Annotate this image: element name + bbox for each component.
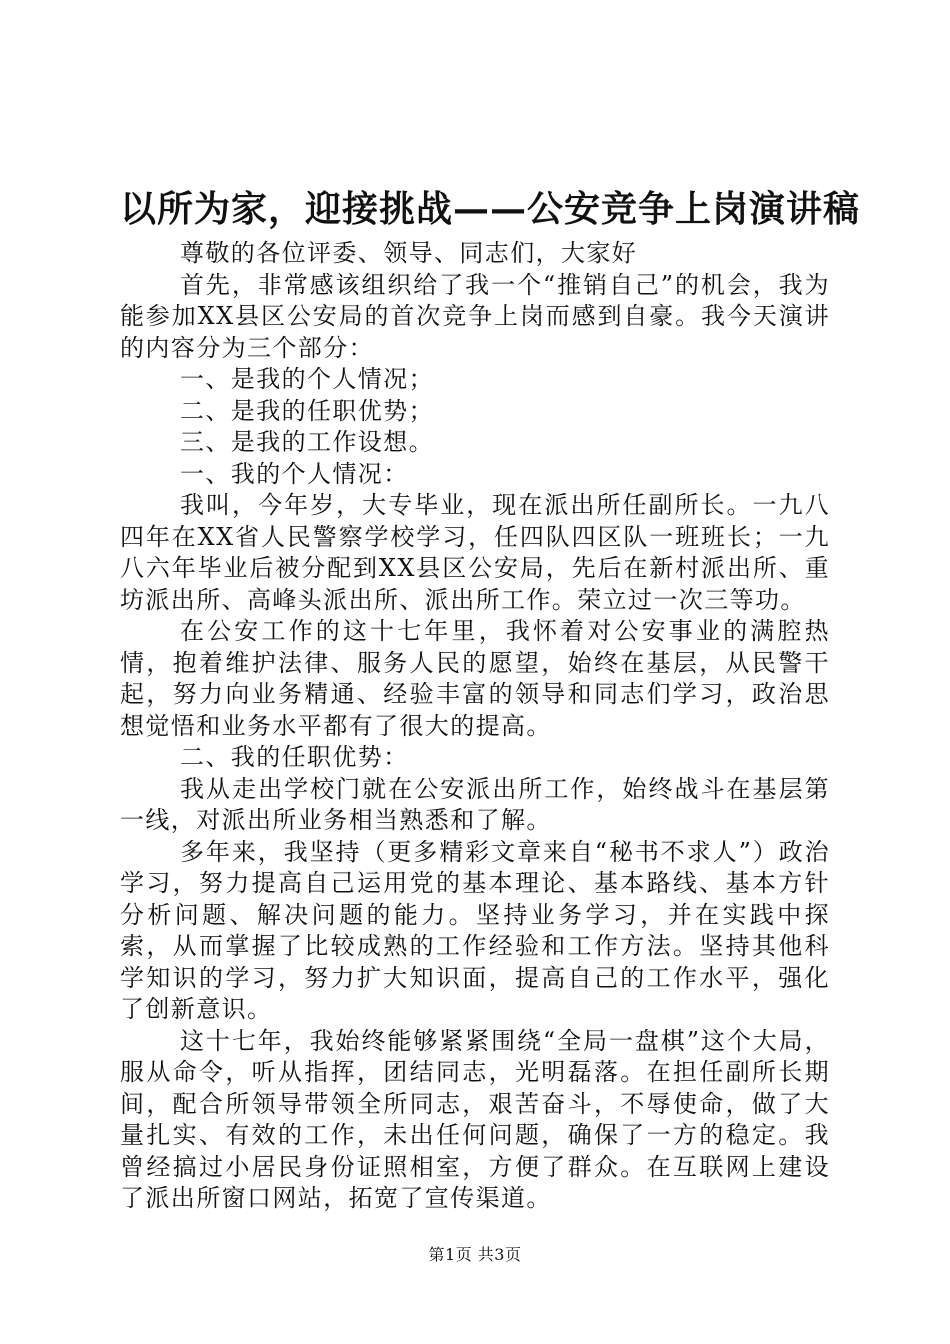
paragraph-overall-situation: 这十七年，我始终能够紧紧围绕“全局一盘棋”这个大局，服从命令，听从指挥，团结同志，光明磊落。在担任副所长期间，配合所领导带领全所同志，艰苦奋斗，不辱使命，做了大量扎实、有效的工作，未出任何问题，确保了一方的稳定。我曾经搞过小居民身份证照相室，方便了群众。在互联网上建设了派出所窗口网站，拓宽了宣传渠道。: [120, 1026, 830, 1212]
section-heading-advantages: 二、我的任职优势：: [180, 743, 409, 771]
document-title: 以所为家，迎接挑战——公安竞争上岗演讲稿: [120, 188, 861, 230]
paragraph-personal-info: 我叫，今年岁，大专毕业，现在派出所任副所长。一九八四年在XX省人民警察学校学习，任四队四区队一班班长；一九八六年毕业后被分配到XX县区公安局，先后在新村派出所、重坊派出所、高峰头派出所、派出所工作。荣立过一次三等功。: [120, 491, 830, 614]
page-number-footer: 第1页 共3页: [428, 1245, 522, 1264]
paragraph-intro: 首先，非常感该组织给了我一个“推销自己”的机会，我为能参加XX县区公安局的首次竞争上岗而感到自豪。我今天演讲的内容分为三个部分：: [120, 270, 830, 362]
paragraph-study: 多年来，我坚持（更多精彩文章来自“秘书不求人”）政治学习，努力提高自己运用党的基本理论、基本路线、基本方针分析问题、解决问题的能力。坚持业务学习，并在实践中探索，从而掌握了比较成熟的工作经验和工作方法。坚持其他科学知识的学习，努力扩大知识面，提高自己的工作水平，强化了创新意识。: [120, 837, 830, 1023]
paragraph-frontline: 我从走出学校门就在公安派出所工作，始终战斗在基层第一线，对派出所业务相当熟悉和了解。: [120, 774, 830, 834]
paragraph-outline-3: 三、是我的工作设想。: [180, 428, 434, 456]
paragraph-outline-2: 二、是我的任职优势；: [180, 396, 434, 425]
paragraph-greeting: 尊敬的各位评委、领导、同志们，大家好: [180, 239, 638, 267]
paragraph-outline-1: 一、是我的个人情况；: [180, 365, 434, 393]
section-heading-personal: 一、我的个人情况：: [180, 459, 409, 488]
document-body: [120, 238, 830, 1215]
paragraph-seventeen-years: 在公安工作的这十七年里，我怀着对公安事业的满腔热情，抱着维护法律、服务人民的愿望，始终在基层，从民警干起，努力向业务精通、经验丰富的领导和同志们学习，政治思想觉悟和业务水平都有了很大的提高。: [120, 617, 830, 740]
